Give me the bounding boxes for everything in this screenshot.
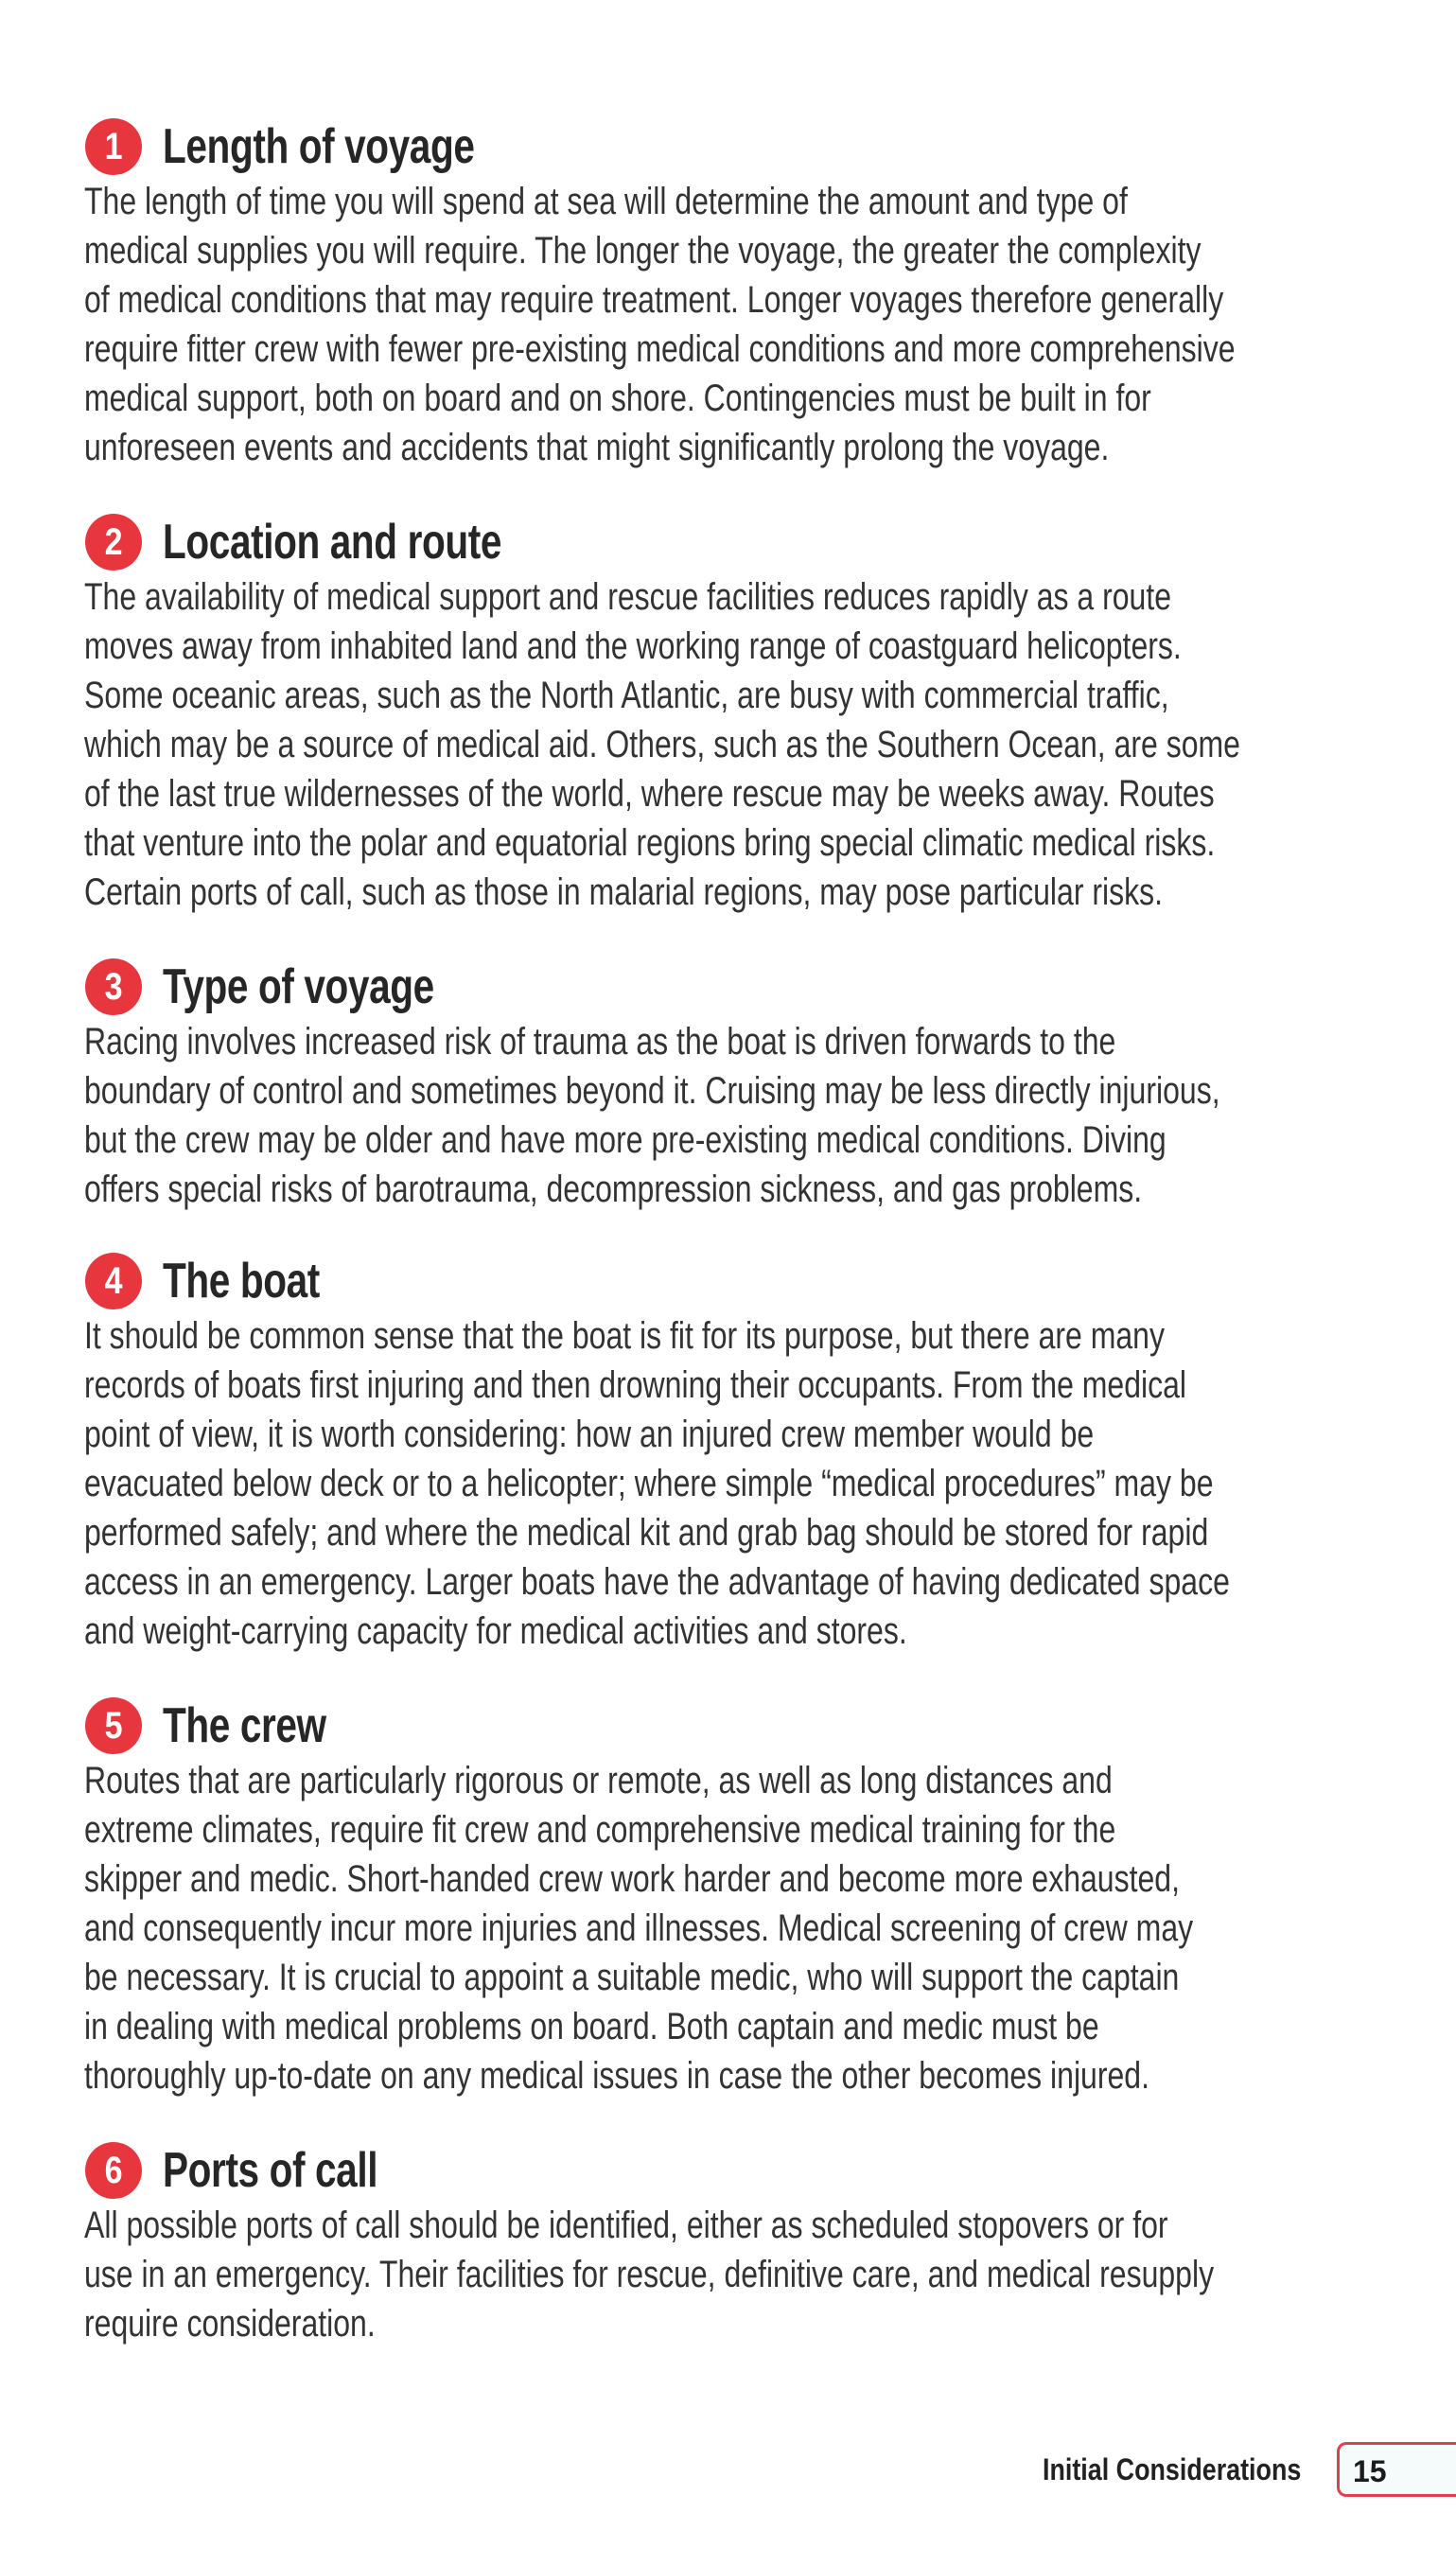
body-line: require fitter crew with fewer pre-existing medical conditions and more comprehensive bbox=[84, 328, 1236, 370]
section-title: The crew bbox=[163, 1698, 326, 1753]
section-ports-of-call bbox=[84, 2142, 1342, 2348]
section-body bbox=[84, 1017, 1342, 1214]
body-line: Routes that are particularly rigorous or remote, as well as long distances and bbox=[84, 1760, 1113, 1801]
section-type-of-voyage bbox=[84, 958, 1342, 1214]
section-heading bbox=[84, 1253, 1342, 1311]
body-line: offers special risks of barotrauma, decompression sickness, and gas problems. bbox=[84, 1168, 1143, 1210]
section-heading bbox=[84, 118, 1342, 177]
chapter-title-footer: Initial Considerations bbox=[1043, 2452, 1302, 2486]
body-line: which may be a source of medical aid. Others, such as the Southern Ocean, are some bbox=[84, 724, 1240, 765]
section-title: The boat bbox=[163, 1254, 320, 1309]
body-line: The availability of medical support and rescue facilities reduces rapidly as a route bbox=[84, 576, 1172, 618]
number-badge-icon bbox=[85, 118, 142, 175]
section-number: 2 bbox=[104, 521, 123, 563]
section-location-and-route bbox=[84, 514, 1342, 917]
body-line: but the crew may be older and have more pre-existing medical conditions. Diving bbox=[84, 1119, 1167, 1161]
body-line: unforeseen events and accidents that might significantly prolong the voyage. bbox=[84, 427, 1110, 468]
section-heading bbox=[84, 1697, 1342, 1756]
body-line: and consequently incur more injuries and illnesses. Medical screening of crew may bbox=[84, 1907, 1194, 1949]
section-body bbox=[84, 1311, 1342, 1656]
body-line: thoroughly up-to-date on any medical issues in case the other becomes injured. bbox=[84, 2055, 1149, 2097]
body-line: be necessary. It is crucial to appoint a suitable medic, who will support the captain bbox=[84, 1957, 1180, 1998]
number-badge-icon bbox=[85, 1697, 142, 1754]
section-title: Location and route bbox=[163, 515, 502, 570]
section-the-crew bbox=[84, 1697, 1342, 2100]
section-number: 5 bbox=[104, 1705, 123, 1747]
section-body bbox=[84, 177, 1342, 472]
body-line: in dealing with medical problems on board. Both captain and medic must be bbox=[84, 2006, 1099, 2047]
number-badge-icon bbox=[85, 1253, 142, 1309]
body-line: that venture into the polar and equatorial regions bring special climatic medical risks. bbox=[84, 822, 1216, 864]
body-line: evacuated below deck or to a helicopter; where simple “medical procedures” may be bbox=[84, 1463, 1214, 1504]
body-line: extreme climates, require fit crew and comprehensive medical training for the bbox=[84, 1809, 1116, 1851]
section-body bbox=[84, 2201, 1342, 2348]
section-number: 1 bbox=[104, 126, 123, 167]
body-line: Certain ports of call, such as those in malarial regions, may pose particular risks. bbox=[84, 871, 1164, 913]
section-heading bbox=[84, 514, 1342, 572]
body-line: performed safely; and where the medical kit and grab bag should be stored for rapid bbox=[84, 1512, 1209, 1554]
section-the-boat bbox=[84, 1253, 1342, 1656]
section-length-of-voyage bbox=[84, 118, 1342, 472]
body-line: records of boats first injuring and then drowning their occupants. From the medical bbox=[84, 1364, 1187, 1406]
number-badge-icon bbox=[85, 2142, 142, 2199]
body-line: The length of time you will spend at sea will determine the amount and type of bbox=[84, 181, 1128, 222]
section-title: Type of voyage bbox=[163, 959, 434, 1014]
body-line: All possible ports of call should be identified, either as scheduled stopovers or for bbox=[84, 2205, 1168, 2246]
page-number-box bbox=[1337, 2442, 1456, 2497]
page-number: 15 bbox=[1353, 2454, 1387, 2488]
body-line: of the last true wildernesses of the world, where rescue may be weeks away. Routes bbox=[84, 773, 1215, 815]
section-number: 4 bbox=[104, 1260, 123, 1302]
body-line: require consideration. bbox=[84, 2303, 376, 2345]
body-line: point of view, it is worth considering: how an injured crew member would be bbox=[84, 1414, 1095, 1455]
body-line: and weight-carrying capacity for medical activities and stores. bbox=[84, 1610, 907, 1652]
body-line: It should be common sense that the boat is fit for its purpose, but there are many bbox=[84, 1315, 1165, 1357]
section-title: Ports of call bbox=[163, 2143, 378, 2198]
body-line: Some oceanic areas, such as the North Atlantic, are busy with commercial traffic, bbox=[84, 675, 1169, 716]
number-badge-icon bbox=[85, 514, 142, 571]
body-line: moves away from inhabited land and the working range of coastguard helicopters. bbox=[84, 625, 1182, 667]
body-line: use in an emergency. Their facilities for rescue, definitive care, and medical resupply bbox=[84, 2254, 1215, 2295]
body-line: Racing involves increased risk of trauma as the boat is driven forwards to the bbox=[84, 1021, 1116, 1063]
body-line: access in an emergency. Larger boats have the advantage of having dedicated space bbox=[84, 1561, 1230, 1603]
section-body bbox=[84, 572, 1342, 917]
body-line: of medical conditions that may require treatment. Longer voyages therefore generally bbox=[84, 279, 1224, 321]
section-body bbox=[84, 1756, 1342, 2100]
body-line: medical supplies you will require. The longer the voyage, the greater the complexity bbox=[84, 230, 1202, 272]
section-title: Length of voyage bbox=[163, 119, 475, 174]
body-line: medical support, both on board and on shore. Contingencies must be built in for bbox=[84, 378, 1151, 419]
body-line: boundary of control and sometimes beyond it. Cruising may be less directly injurious, bbox=[84, 1070, 1220, 1112]
section-number: 6 bbox=[104, 2150, 123, 2191]
section-heading bbox=[84, 2142, 1342, 2201]
body-line: skipper and medic. Short-handed crew work harder and become more exhausted, bbox=[84, 1858, 1180, 1900]
section-number: 3 bbox=[104, 966, 123, 1008]
number-badge-icon bbox=[85, 958, 142, 1015]
section-heading bbox=[84, 958, 1342, 1017]
